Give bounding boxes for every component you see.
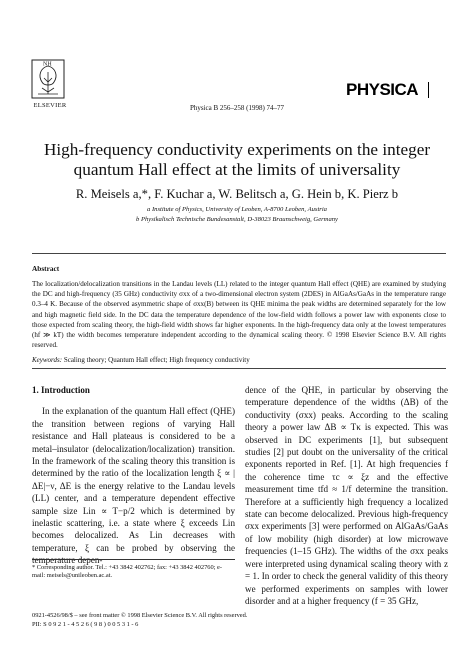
copyright-line: 0921-4526/98/$ – see front matter © 1998 Elsevier Science B.V. All rights reserved. [32, 612, 248, 619]
body-column-left [32, 384, 235, 567]
author-list: R. Meisels a,*, F. Kuchar a, W. Belitsch a, G. Hein b, K. Pierz b [75, 187, 399, 201]
title-line-2: quantum Hall effect at the limits of universality [73, 160, 401, 179]
title-block [20, 140, 454, 224]
journal-citation: Physica B 256–258 (1998) 74–77 [189, 104, 285, 112]
section-heading: 1. Introduction [32, 385, 90, 395]
keywords-list: Scaling theory; Quantum Hall effect; High frequency conductivity [63, 356, 250, 365]
article-title [20, 140, 454, 180]
publication-info [32, 612, 332, 630]
affiliation-b: b Physikalisch Technische Bundesanstalt, D-38023 Braunschweig, Germany [136, 215, 338, 223]
elsevier-logo [30, 58, 66, 110]
page-header [0, 0, 474, 128]
journal-badge [346, 80, 444, 104]
intro-paragraph-right: dence of the QHE, in particular by observing the temperature dependence of the widths (ΔB) of the conductivity (σxx) peaks. According to the scaling theory a power law ΔB ∝ Tκ is expected. This was observed in DC experiments [1], but subsequent studies [2] put doubt on the universality of the critical exponents reported in Ref. [1]. At high frequencies f the coherence time τc ∝ ξz and the effective measurement time tfd ≈ 1/f determine the transition. Therefore at a sufficiently high frequency a localized state can become delocalized. Previous high-frequency σxx experiments [3] were performed on AlGaAs/GaAs of low mobility (high disorder) at low microwave frequencies (1–15 GHz). The widths of the σxx peaks were interpreted using dynamical scaling theory with z = 1. In order to check the general validity of this theory we performed experiments on samples with lower disorder and at a higher frequency (f = 35 GHz, [245, 385, 448, 606]
affiliations [20, 205, 454, 224]
elsevier-tree-icon [30, 58, 66, 100]
publisher-name: ELSEVIER [33, 102, 67, 109]
logo-mark-text: NH [43, 61, 52, 68]
abstract-section [32, 253, 446, 369]
keywords-label: Keywords: [32, 356, 63, 365]
corresponding-author-footnote: * Corresponding author. Tel.: +43 3842 402762; fax: +43 3842 402760; e-mail: meisels@unileoben.ac.at. [32, 559, 235, 581]
affiliation-a: a Institute of Physics, University of Leoben, A-8700 Leoben, Austria [147, 206, 327, 213]
pii-line: PII: S 0 9 2 1 - 4 5 2 6 ( 9 8 ) 0 0 5 3 1 - 6 [32, 620, 139, 628]
abstract-text: The localization/delocalization transitions in the Landau levels (LL) related to the integer quantum Hall effect (QHE) are examined by studying the DC and high-frequency (35 GHz) conductivity σxx of a two-dimensional electron system (2DES) in AlGaAs/GaAs in the temperature range 0.3–4 K. Because of the observed asymmetric shape of σxx(B) between its QHE minima the peak widths are determined separately for the low and high magnetic field side. In the DC data the temperature dependence of the low-field width follows a power law with exponents close to those expected from scaling theory, the high-field width shows far higher exponents. In the high-frequency data only at the lowest temperatures (hf ≫ kT) the width becomes temperature independent according to the dynamical scaling theory. © 1998 Elsevier Science B.V. All rights reserved. [32, 280, 446, 350]
journal-mark-icon [428, 82, 436, 98]
journal-name: PHYSICA [346, 80, 419, 99]
abstract-heading: Abstract [32, 264, 60, 273]
title-line-1: High-frequency conductivity experiments on the integer [43, 140, 431, 159]
body-column-right [245, 384, 448, 607]
intro-paragraph-left: In the explanation of the quantum Hall effect (QHE) the transition between regions of varying Hall resistance and Hall plateaus is considered to be a metal–insulator (delocalization/localization) transition. In the framework of the scaling theory this transition is determined by the ratio of the localization length ξ ∝ |ΔE|−ν, ΔE is the energy relative to the Landau levels (LL) center, and a temperature dependent effective sample size Lin ∝ T−p/2 which is determined by inelastic scattering, i.e. a state where ξ exceeds Lin becomes delocalized. As Lin decreases with temperature, ξ can be probed by observing the temperature depen- [32, 406, 235, 566]
keywords [32, 356, 446, 364]
